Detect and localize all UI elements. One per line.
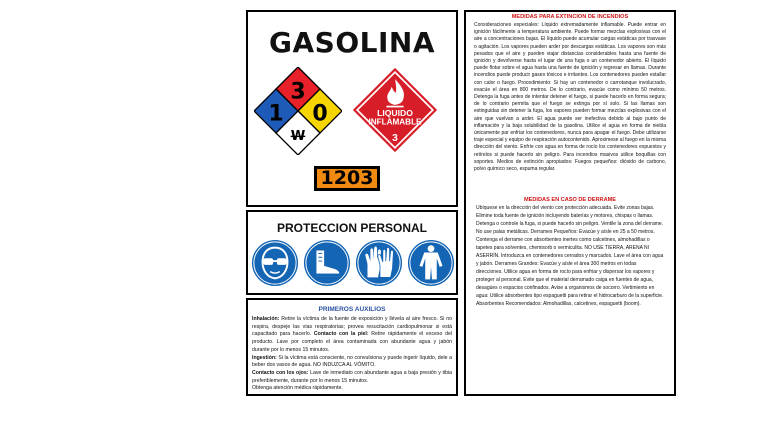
flammable-liquid-placard (352, 67, 438, 153)
safety-glasses-icon (251, 239, 299, 287)
placard-class-number: 3 (392, 132, 398, 144)
ppe-icon-row (251, 239, 455, 289)
hazard-panel (246, 10, 458, 207)
fire-measures-title: MEDIDAS PARA EXTINCION DE INCENDIOS (511, 14, 629, 20)
gloves-icon (355, 239, 403, 287)
protection-title: PROTECCION PERSONAL (276, 221, 427, 235)
protective-suit-icon (407, 239, 455, 287)
nfpa-diamond (254, 67, 342, 155)
inhalation-text: Retire la víctima de la fuente de exposición y llévela al aire fresco. Si no respira, despeje las vías respiratorias; provea resucitación cardiopulmonar si está capacitado para hacerlo. (252, 316, 452, 338)
safety-boots-icon (303, 239, 351, 287)
spill-measures-text: Ubíquese en la dirección del viento con protección adecuada. Evite zonas bajas. Elimine toda fuente de ignición incluyendo baterías y motores, chispas o llamas. Detenga o controle la fuga, si puede hacerlo sin peligro. Ventile la zona del derrame. No use palas metálicas. Derrames Pequeños: Evacúe y aísle en 25 a 50 metros. Contenga el derrame con absorbentes inertes como calcetines, almohadillas o tapetes para solventes, chemisorb o vermiculita. NO USE TIERRA, ARENA NI ASERRÍN. Introduzca en contenedores cerrados y marcados. Lave el área con agua y jabón. Derrames Grandes: Evacúe y aísle el área 300 metros en todas direcciones. Utilice agua en forma de rocío para enfriar y dispersar los vapores y proteger al personal. Evite que el material derramado caiga en fuentes de agua, desagües o espacios confinados. Avise a organismos de socorro. Vertimiento en agua: Utilice absorbentes tipo espaguetti para retirar el hidrocarburo de la superficie. Absorbentes Recomendados: Almohadillas, calcetines, espaguetti (boom). (476, 205, 664, 307)
protection-panel (246, 210, 458, 295)
fire-measures-text: Consideraciones especiales: Líquido extremadamente inflamable. Puede entrar en ignición fácilmente a temperatura ambiente. Puede formar mezclas explosivas con el aire a concentraciones bajas. El líquido puede acumular cargas estáticas por trasvase o agitación. Los vapores pueden arder por descargas estáticas. Los vapores son más pesados que el aire y pueden viajar distancias considerables hasta una fuente de ignición y devolverse hasta el lugar de una fuga o un contenedor abierto. El líquido puede flotar sobre el agua hasta una fuente de ignición y regresar en llamas. Durante incendios puede producir gases tóxicos e irritantes. Los contenedores pueden estallar con calor o fuego. Procedimiento: Si hay un contenedor o carrotanque involucrado, evacúe el área en 800 metros. De lo contrario, evacúe como mínimo 50 metros. Detenga la fuga antes de intentar detener el fuego, si puede hacerlo en forma segura; de lo contrario permita que el fuego se extinga por sí solo. Si las llamas son extinguidas sin detener la fuga, los vapores pueden formar mezclas explosivas con el aire que vuelvan a arder. El agua puede ser inefectiva debido al bajo punto de inflamación y la baja solubilidad de la gasolina. Utilice el agua en forma de niebla únicamente par enfriar los contenedores, nunca para apagar el fuego. Debe utilizarse traje especial y equipo de respiración autocontenido. Aproximese al fuego en la misma dirección del viento. Enfríe con agua en forma de rocío los contenedores expuestos y retírelos si puede hacerlo sin peligro. Para incendios masivos utilice boquillas con soportes. Medios de extinción apropiados: Fuegos pequeños: dióxido de carbono, polvo químico seco, espuma regular. (474, 22, 666, 173)
nfpa-fire-value: 3 (290, 79, 306, 105)
medical-attention-text: Obtenga atención médica rápidamente. (252, 385, 343, 392)
un-number-plate: 1203 (314, 166, 380, 191)
first-aid-title: PRIMEROS AUXILIOS (318, 306, 386, 313)
nfpa-special-value: W (290, 129, 306, 145)
first-aid-text (248, 316, 456, 393)
placard-label-line1: LIQUIDO (377, 108, 413, 119)
skin-contact-text: Retire rápidamente el exceso del producto. Lave por completo el área contaminada con abundante agua y jabón durante por lo menos 15 minutos. (252, 331, 452, 353)
placard-label-line2: INFLAMABLE (368, 117, 422, 127)
eye-contact-text: Lave de inmediato con abundante agua a baja presión y tibia preferiblemente, durante por lo menos 15 minutos. (252, 369, 453, 384)
inhalation-label: Inhalación: (252, 316, 280, 322)
ingestion-text: Si la víctima está consciente, no convulsiona y puede ingerir líquido, dele a beber dos vasos de agua. NO INDUZCA AL VÓMITO. (252, 354, 452, 369)
nfpa-health-value: 1 (268, 101, 284, 127)
ingestion-label: Ingestión: (252, 354, 277, 361)
first-aid-panel (246, 298, 458, 396)
product-title: GASOLINA (269, 26, 435, 59)
measures-panel (464, 10, 676, 396)
section-spacer (466, 173, 674, 195)
eye-contact-label: Contacto con los ojos: (252, 369, 309, 376)
spill-measures-title: MEDIDAS EN CASO DE DERRAME (524, 197, 616, 204)
skin-contact-label: Contacto con la piel: (313, 331, 369, 338)
nfpa-reactivity-value: 0 (312, 101, 328, 127)
